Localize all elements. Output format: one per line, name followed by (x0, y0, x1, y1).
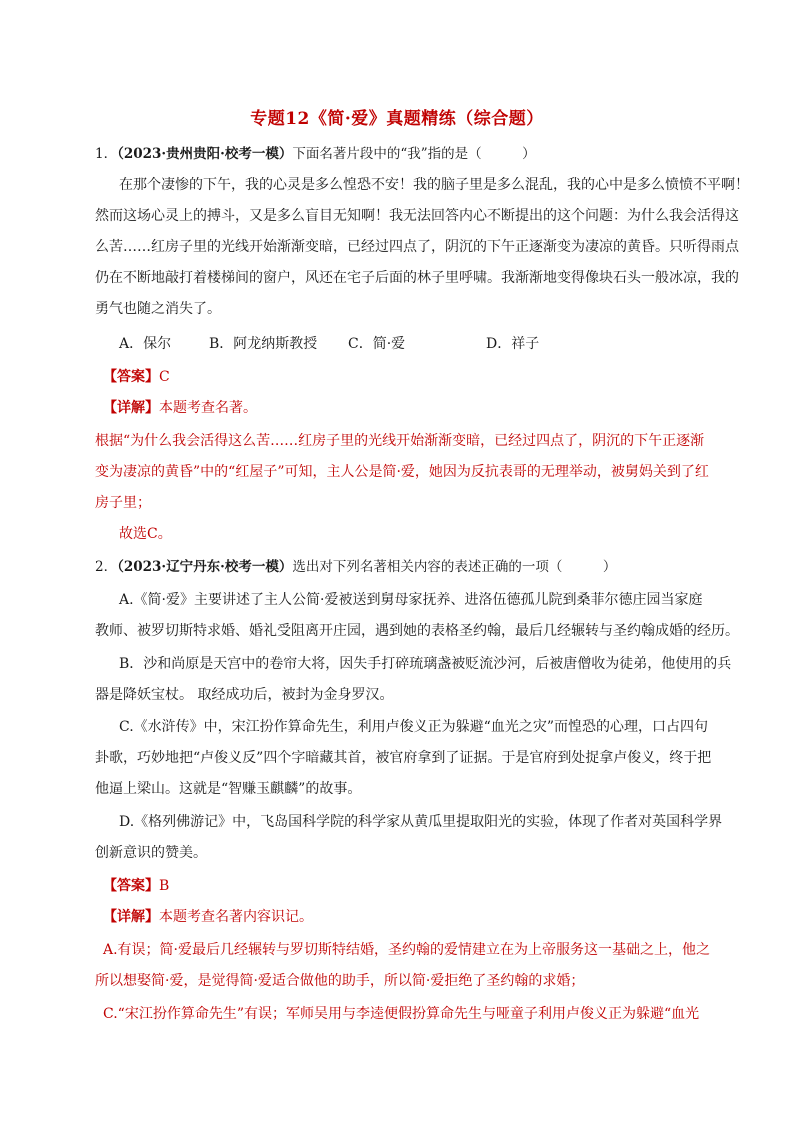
question-1-passage-line: 么苦……红房子里的光线开始渐渐变暗，已经过四点了，阴沉的下午正逐渐变为凄凉的黄昏。只听得雨点 (95, 239, 739, 255)
answer-tag: 【答案】 (103, 878, 159, 894)
detail-tag: 【详解】 (103, 909, 159, 925)
question-1-answer (103, 367, 723, 387)
option-a: A．保尔 (119, 336, 172, 352)
page-title: 专题12《简·爱》真题精练（综合题） (250, 109, 544, 129)
question-2-option-c-line: 他逼上梁山。这就是“智赚玉麒麟”的故事。 (95, 781, 362, 797)
question-2-option-c-line: 卦歌，巧妙地把“卢俊义反”四个字暗藏其首，被官府拿到了证据。于是官府到处捉拿卢俊义，终于把 (95, 750, 712, 766)
question-1-number: 1． (95, 146, 118, 162)
question-2-source: （2023·辽宁丹东·校考一模） (117, 559, 293, 575)
option-c: C．简·爱 (348, 336, 406, 352)
question-2-detail (103, 907, 723, 927)
question-1-source: （2023·贵州贵阳·校考一模） (117, 146, 293, 162)
detail-tag: 【详解】 (103, 400, 159, 416)
question-1-explanation-line: 变为凄凉的黄昏”中的“红屋子”可知，主人公是简·爱，她因为反抗表哥的无理举动，被舅妈关到了红 (95, 464, 709, 480)
question-2-option-a-line: 教师、被罗切斯特求婚、婚礼受阻离开庄园，遇到她的表格圣约翰，最后几经辗转与圣约翰成婚的经历。 (95, 623, 739, 639)
question-2-answer (103, 876, 723, 896)
question-2-option-c-line: C.《水浒传》中，宋江扮作算命先生，利用卢俊义正为躲避“血光之灾”而惶恐的心理，口占四句 (119, 719, 708, 735)
question-2-option-a-line: A.《简·爱》主要讲述了主人公简·爱被送到舅母家抚养、进洛伍德孤儿院到桑菲尔德庄园当家庭 (119, 592, 703, 608)
question-2-stem: 选出对下列名著相关内容的表述正确的一项（ ） (292, 559, 617, 575)
question-1-detail (103, 398, 723, 418)
question-1-conclusion: 故选C。 (119, 526, 172, 542)
question-1-passage-line: 然而这场心灵上的搏斗，又是多么盲目无知啊！我无法回答内心不断提出的这个问题：为什么我会活得这 (95, 208, 739, 224)
question-1-heading (95, 144, 715, 164)
option-d: D．祥子 (486, 336, 540, 352)
question-1-passage-line: 勇气也随之消失了。 (95, 301, 221, 317)
question-2-option-b-line: B．沙和尚原是天宫中的卷帘大将，因失手打碎琉璃盏被贬流沙河，后被唐僧收为徒弟，他使用的兵 (119, 656, 732, 672)
answer-value: B (159, 878, 170, 894)
detail-text: 本题考查名著。 (159, 400, 257, 416)
question-2-explanation-a-line: A.有误；简·爱最后几经辗转与罗切斯特结婚，圣约翰的爱情建立在为上帝服务这一基础之上，他之 (103, 942, 711, 958)
question-2-explanation-a-line: 所以想娶简·爱，是觉得简·爱适合做他的助手，所以简·爱拒绝了圣约翰的求婚； (95, 973, 585, 989)
question-1-explanation-line: 根据“为什么我会活得这么苦……红房子里的光线开始渐渐变暗，已经过四点了，阴沉的下午正逐渐 (95, 433, 705, 449)
question-2-option-d-line: 创新意识的赞美。 (95, 845, 207, 861)
question-1-stem: 下面名著片段中的“我”指的是（ ） (292, 146, 536, 162)
answer-tag: 【答案】 (103, 369, 159, 385)
answer-value: C (159, 369, 170, 385)
question-2-option-d-line: D.《格列佛游记》中，飞岛国科学院的科学家从黄瓜里提取阳光的实验，体现了作者对英国科学界 (119, 814, 723, 830)
question-1-explanation-line: 房子里； (95, 495, 151, 511)
option-b: B．阿龙纳斯教授 (209, 336, 318, 352)
question-2-number: 2． (95, 559, 118, 575)
detail-text: 本题考查名著内容识记。 (159, 909, 313, 925)
question-2-option-b-line: 器是降妖宝杖。 取经成功后，被封为金身罗汉。 (95, 687, 394, 703)
question-1-passage-line: 在那个凄惨的下午，我的心灵是多么惶恐不安！我的脑子里是多么混乱，我的心中是多么愤愤不平啊！ (119, 177, 749, 193)
question-1-passage-line: 仍在不断地敲打着楼梯间的窗户，风还在宅子后面的林子里呼啸。我渐渐地变得像块石头一般冰凉，我的 (95, 270, 739, 286)
question-2-explanation-c-line: C.“宋江扮作算命先生”有误；军师吴用与李逵便假扮算命先生与哑童子利用卢俊义正为躲避“血光 (103, 1006, 700, 1022)
question-2-heading (95, 557, 715, 577)
